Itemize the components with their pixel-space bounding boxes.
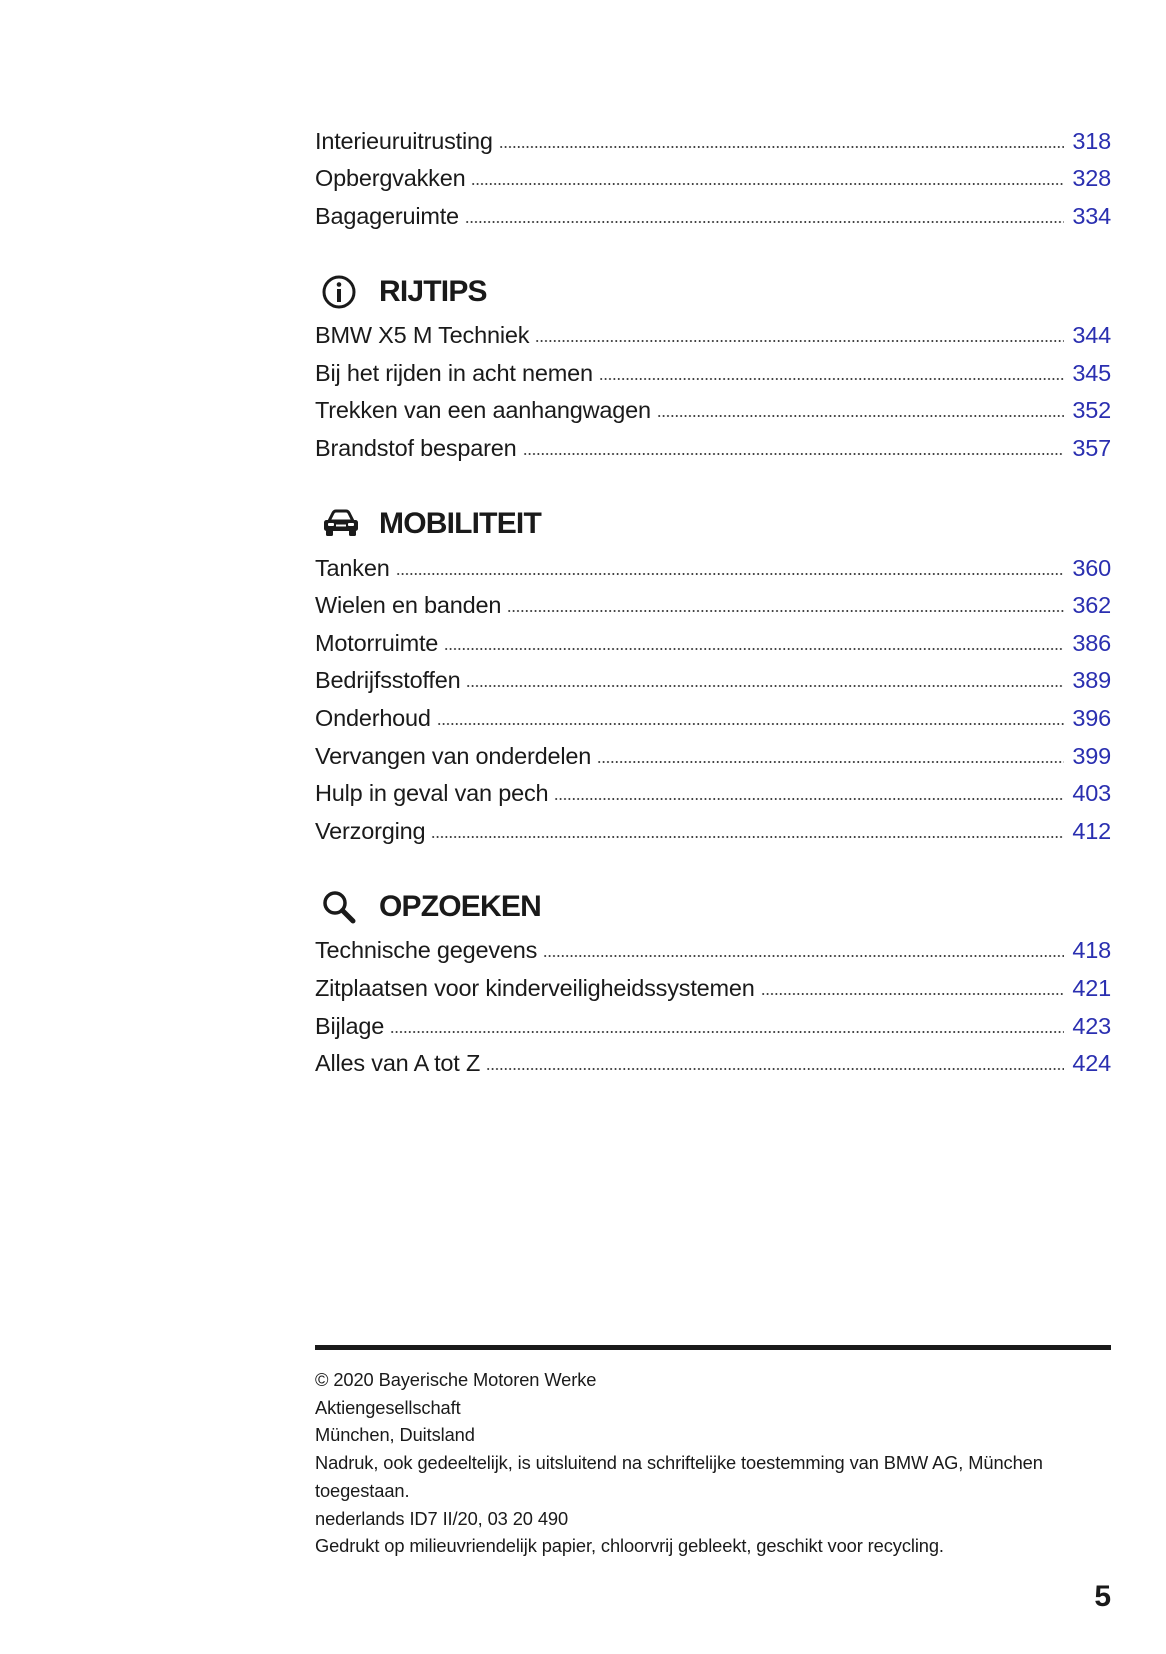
toc-entry[interactable] xyxy=(315,665,1111,703)
dot-leader xyxy=(396,552,1065,576)
section-title: RIJTIPS xyxy=(379,274,487,308)
dot-leader xyxy=(486,1048,1064,1072)
toc-entry-page-link[interactable]: 423 xyxy=(1072,1012,1111,1039)
footer-reprint-notice: Nadruk, ook gedeeltelijk, is uitsluitend na schriftelijke toestemming van BMW AG, München xyxy=(315,1452,1043,1474)
dot-leader xyxy=(761,973,1065,997)
dot-leader xyxy=(471,163,1064,187)
toc-entry-page-link[interactable]: 403 xyxy=(1072,780,1111,807)
dot-leader xyxy=(507,590,1064,614)
imprint-footer xyxy=(315,1345,1111,1560)
toc-entry-page-link[interactable]: 396 xyxy=(1072,705,1111,732)
toc-entry[interactable] xyxy=(315,163,1111,201)
toc-entry-label[interactable]: Vervangen van onderdelen xyxy=(315,742,592,769)
toc-entry-page-link[interactable]: 360 xyxy=(1072,554,1111,581)
toc-entry-page-link[interactable]: 399 xyxy=(1072,742,1111,769)
toc-entry-label[interactable]: Bedrijfsstoffen xyxy=(315,667,461,694)
dot-leader xyxy=(466,665,1064,689)
section-rijtips xyxy=(315,272,1111,470)
toc-entry-label[interactable]: Interieuruitrusting xyxy=(315,127,493,154)
dot-leader xyxy=(437,703,1065,727)
toc-entry-label[interactable]: Motorruimte xyxy=(315,629,439,656)
toc-entry[interactable] xyxy=(315,200,1111,238)
footer-edition: nederlands ID7 II/20, 03 20 490 xyxy=(315,1507,569,1529)
toc-entry[interactable] xyxy=(315,552,1111,590)
toc-entry-label[interactable]: Opbergvakken xyxy=(315,165,466,192)
toc-entry-label[interactable]: Verzorging xyxy=(315,817,426,844)
dot-leader xyxy=(431,815,1064,839)
dot-leader xyxy=(597,740,1064,764)
dot-leader xyxy=(390,1010,1064,1034)
toc-entry-label[interactable]: Tanken xyxy=(315,554,390,581)
dot-leader xyxy=(499,125,1065,149)
car-icon xyxy=(321,506,367,542)
toc-entry[interactable] xyxy=(315,357,1111,395)
toc-entry-label[interactable]: Trekken van een aanhangwagen xyxy=(315,397,651,424)
toc-entry-label[interactable]: Wielen en banden xyxy=(315,592,502,619)
toc-entry-label[interactable]: Bij het rijden in acht nemen xyxy=(315,359,593,386)
toc-entry-label[interactable]: Brandstof besparen xyxy=(315,435,517,462)
dot-leader xyxy=(543,935,1064,959)
dot-leader xyxy=(657,395,1065,419)
toc-entry[interactable] xyxy=(315,740,1111,778)
section-title: OPZOEKEN xyxy=(379,889,541,923)
toc-entry-page-link[interactable]: 328 xyxy=(1072,165,1111,192)
dot-leader xyxy=(444,627,1064,651)
toc-entry[interactable] xyxy=(315,778,1111,816)
section-opzoeken xyxy=(315,887,1111,1085)
toc-entry-page-link[interactable]: 421 xyxy=(1072,975,1111,1001)
footer-reprint-notice-cont: toegestaan. xyxy=(315,1479,410,1501)
dot-leader xyxy=(523,433,1065,457)
toc-entry-page-link[interactable]: 318 xyxy=(1072,127,1111,154)
section-heading xyxy=(315,887,1111,927)
toc-entry[interactable] xyxy=(315,627,1111,665)
toc-entry-page-link[interactable]: 386 xyxy=(1072,629,1111,656)
toc-entry-page-link[interactable]: 418 xyxy=(1072,937,1111,964)
section-heading xyxy=(315,504,1111,544)
toc-entry-page-link[interactable]: 357 xyxy=(1072,435,1111,462)
footer-divider xyxy=(315,1345,1111,1350)
toc-entry-page-link[interactable]: 389 xyxy=(1072,667,1111,694)
toc-entry-label[interactable]: Bijlage xyxy=(315,1012,385,1039)
toc-entry[interactable] xyxy=(315,433,1111,471)
toc-entry[interactable] xyxy=(315,125,1111,163)
toc-entry-label[interactable]: Bagageruimte xyxy=(315,202,459,229)
toc-entry-label[interactable]: Alles van A tot Z xyxy=(315,1050,481,1077)
section-title: MOBILITEIT xyxy=(379,507,541,541)
footer-copyright: © 2020 Bayerische Motoren Werke xyxy=(315,1369,597,1390)
dot-leader xyxy=(465,200,1064,224)
toc-entry[interactable] xyxy=(315,703,1111,741)
footer-location: München, Duitsland xyxy=(315,1424,475,1446)
toc-entry[interactable] xyxy=(315,973,1111,1011)
toc-entry-label[interactable]: BMW X5 M Techniek xyxy=(315,322,530,349)
toc-entry[interactable] xyxy=(315,590,1111,628)
section-heading xyxy=(315,272,1111,312)
toc-entry[interactable] xyxy=(315,1048,1111,1086)
footer-company: Aktiengesellschaft xyxy=(315,1396,461,1418)
toc-entry-page-link[interactable]: 424 xyxy=(1072,1050,1111,1077)
toc-entry-page-link[interactable]: 345 xyxy=(1072,359,1111,386)
dot-leader xyxy=(599,357,1065,381)
toc-entry-label[interactable]: Technische gegevens xyxy=(315,937,538,964)
toc-entry-page-link[interactable]: 352 xyxy=(1072,397,1111,424)
toc-entry-page-link[interactable]: 412 xyxy=(1072,817,1111,844)
toc-entry-label[interactable]: Hulp in geval van pech xyxy=(315,780,549,807)
toc-entry-label[interactable]: Onderhoud xyxy=(315,705,431,732)
toc-entry-page-link[interactable]: 344 xyxy=(1072,322,1111,349)
table-of-contents xyxy=(315,125,1111,1085)
section-mobiliteit xyxy=(315,504,1111,853)
toc-entry[interactable] xyxy=(315,935,1111,973)
toc-entry[interactable] xyxy=(315,815,1111,853)
toc-entry-page-link[interactable]: 362 xyxy=(1072,592,1111,619)
toc-entry[interactable] xyxy=(315,320,1111,358)
toc-intro-group xyxy=(315,125,1111,238)
dot-leader xyxy=(535,320,1064,344)
search-icon xyxy=(321,889,367,925)
footer-paper-note: Gedrukt op milieuvriendelijk papier, chloorvrij gebleekt, geschikt voor recycling. xyxy=(315,1535,944,1557)
page-number: 5 xyxy=(1094,1580,1111,1613)
toc-entry[interactable] xyxy=(315,1010,1111,1048)
toc-entry-page-link[interactable]: 334 xyxy=(1072,202,1111,229)
toc-entry[interactable] xyxy=(315,395,1111,433)
dot-leader xyxy=(554,778,1064,802)
info-icon xyxy=(321,274,367,310)
toc-entry-label[interactable]: Zitplaatsen voor kinderveiligheidssystemen xyxy=(315,975,755,1001)
